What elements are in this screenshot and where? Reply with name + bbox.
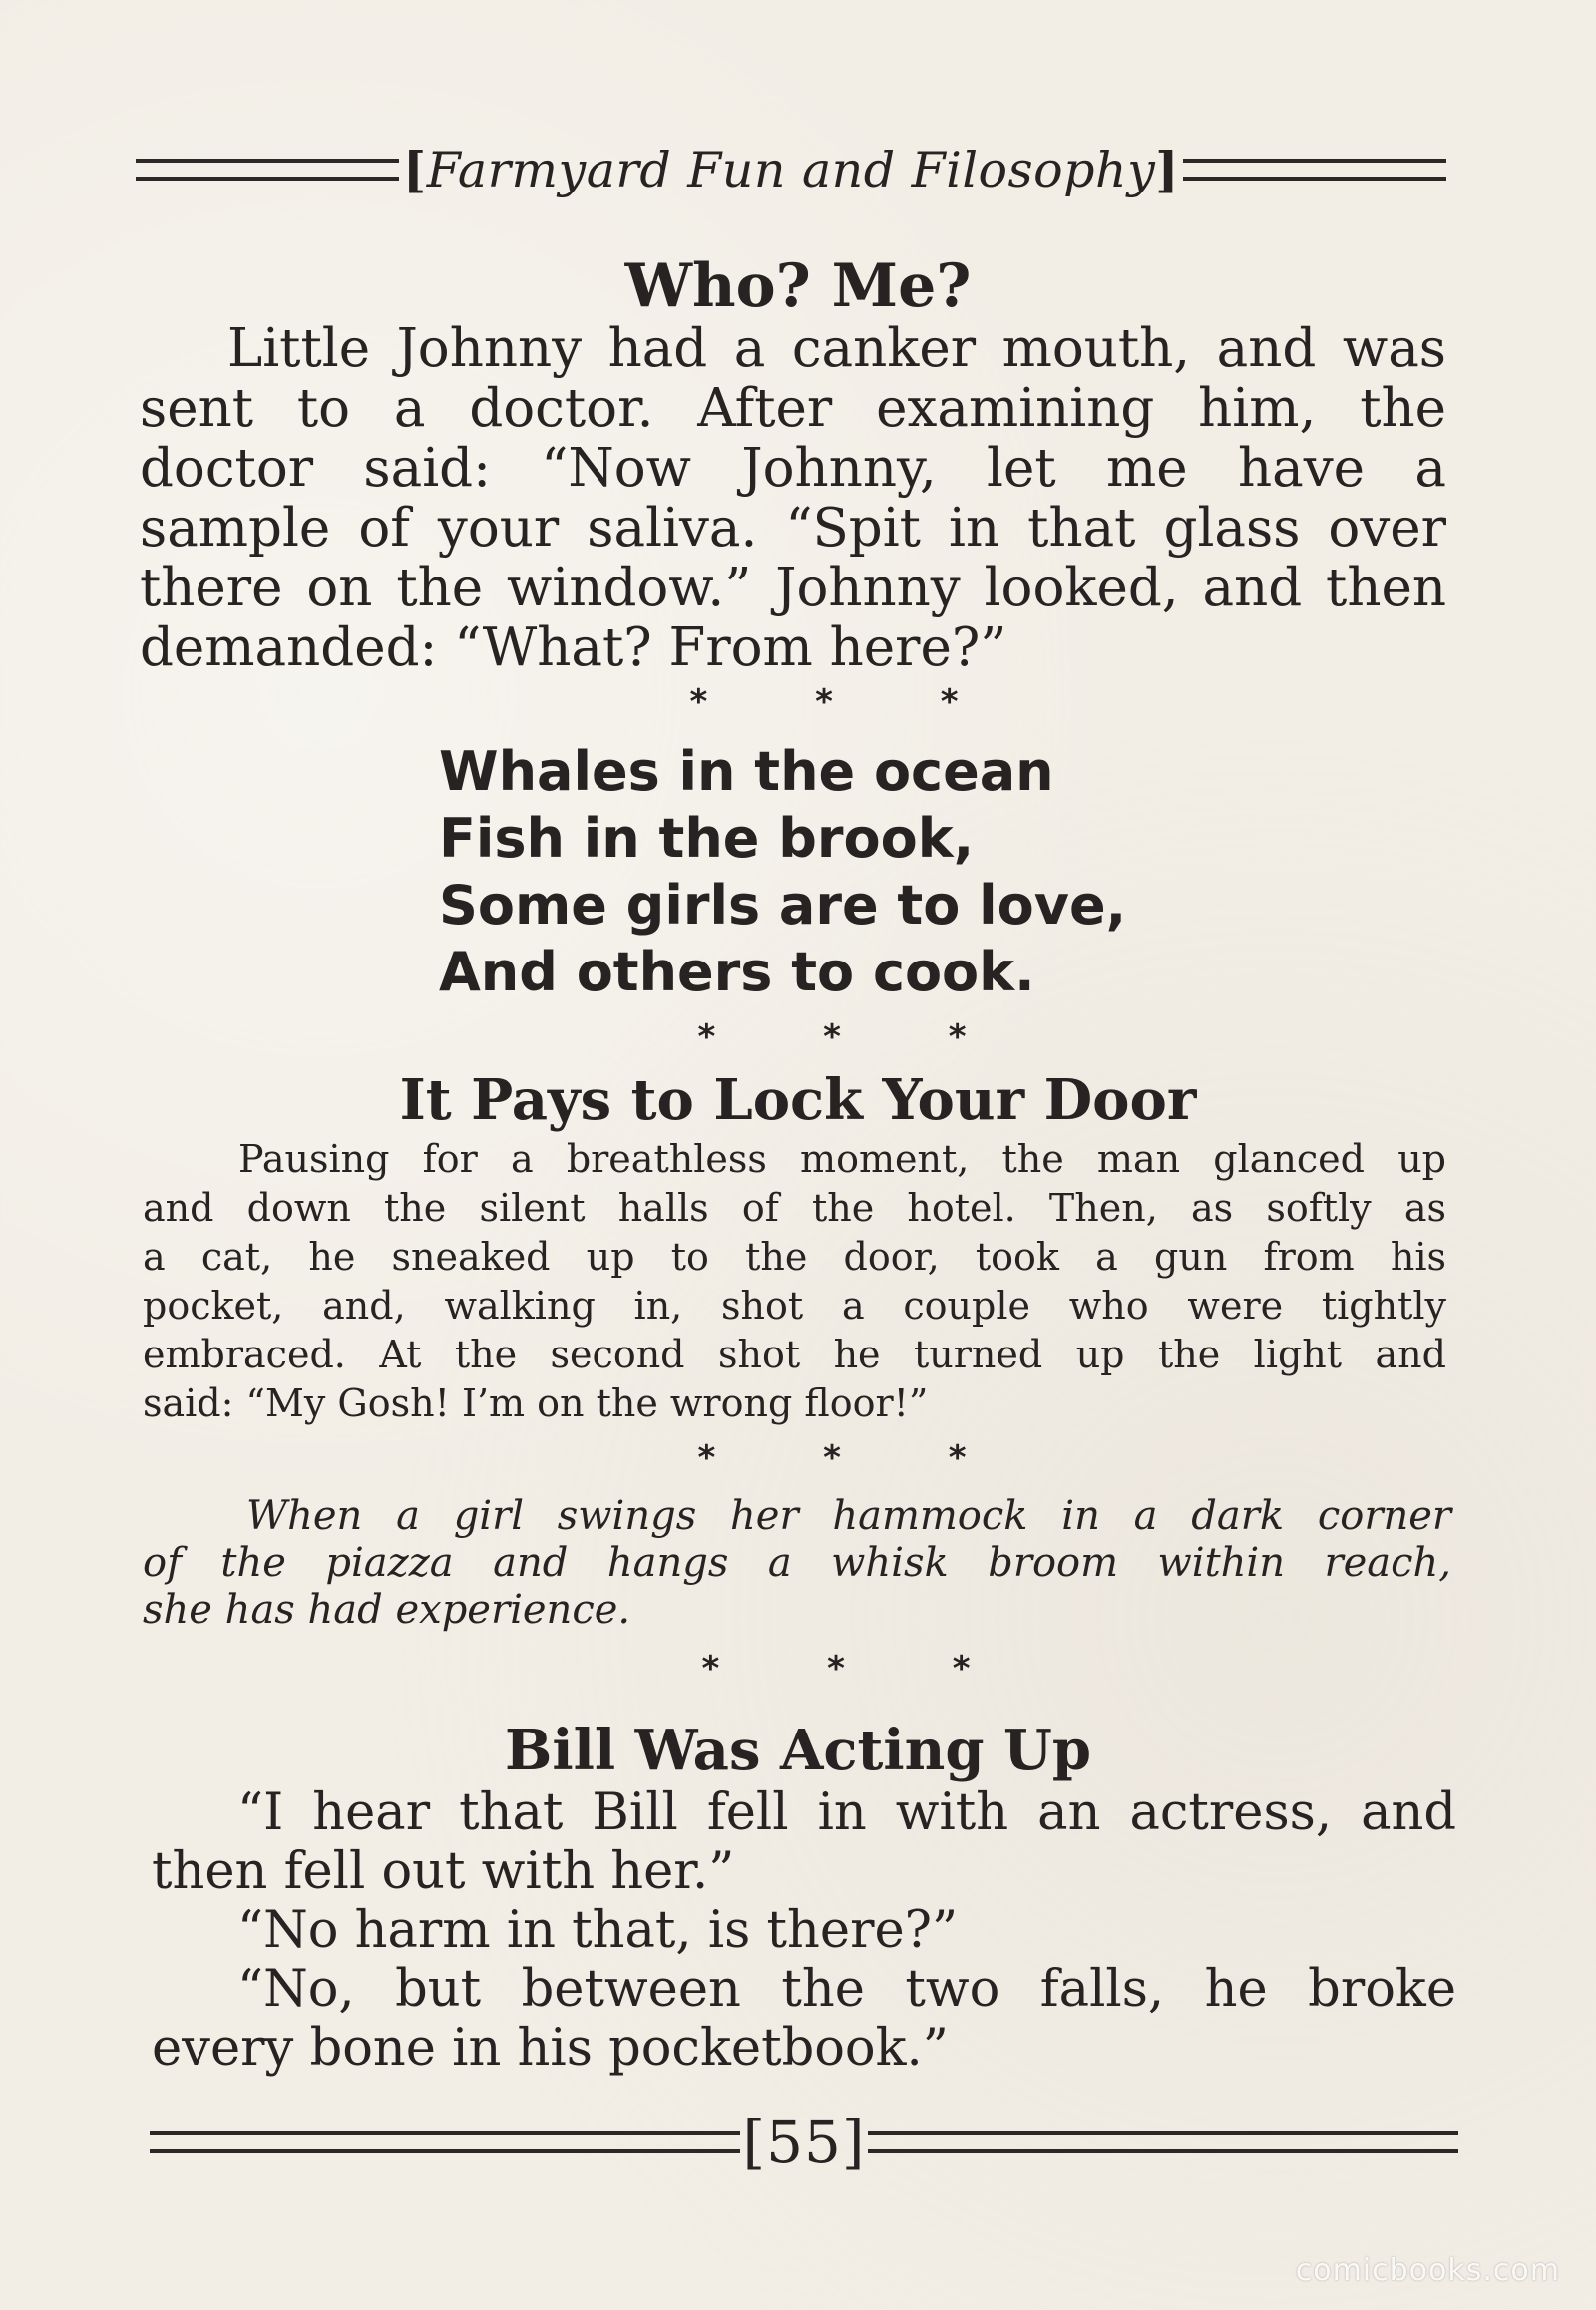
body-line: of the piazza and hangs a whisk broom within reach, bbox=[143, 1540, 1451, 1586]
body-line: and down the silent halls of the hotel. Then, as softly as bbox=[143, 1186, 1446, 1230]
separator-stars: * * * bbox=[697, 1438, 1014, 1478]
body-line: When a girl swings her hammock in a dark corner bbox=[246, 1493, 1451, 1539]
body-line: pocket, and, walking in, shot a couple who were tightly bbox=[143, 1284, 1446, 1328]
body-line: Little Johnny had a canker mouth, and was bbox=[227, 318, 1446, 379]
body-line: sample of your saliva. “Spit in that glass over bbox=[140, 498, 1446, 559]
running-header-title: Farmyard Fun and Filosophy bbox=[426, 142, 1156, 198]
separator-stars: * * * bbox=[689, 682, 1006, 722]
footer-rule-right bbox=[868, 2131, 1458, 2153]
body-line: sent to a doctor. After examining him, the bbox=[140, 378, 1446, 439]
body-line: said: “My Gosh! I’m on the wrong floor!” bbox=[143, 1381, 929, 1425]
footer-rule-left bbox=[150, 2131, 740, 2153]
poem-line: And others to cook. bbox=[439, 941, 1035, 1003]
body-line: demanded: “What? From here?” bbox=[140, 617, 1007, 678]
body-line: doctor said: “Now Johnny, let me have a bbox=[140, 438, 1446, 499]
watermark-text: comicbooks.com bbox=[1295, 2253, 1560, 2288]
running-header-text bbox=[399, 141, 1183, 198]
poem-line: Fish in the brook, bbox=[439, 807, 975, 870]
body-line: every bone in his pocketbook.” bbox=[152, 2019, 949, 2078]
body-line: there on the window.” Johnny looked, and then bbox=[140, 558, 1446, 618]
joke-title: Bill Was Acting Up bbox=[504, 1718, 1092, 1783]
header-rule-left bbox=[136, 159, 399, 181]
header-bracket-open: [ bbox=[403, 141, 427, 198]
joke-title: Who? Me? bbox=[624, 251, 972, 321]
body-line: then fell out with her.” bbox=[152, 1842, 735, 1901]
header-bracket-close: ] bbox=[1155, 141, 1179, 198]
joke-title: It Pays to Lock Your Door bbox=[399, 1067, 1197, 1133]
body-line: she has had experience. bbox=[143, 1587, 631, 1633]
poem-line: Some girls are to love, bbox=[439, 874, 1127, 937]
separator-stars: * * * bbox=[697, 1017, 1014, 1057]
body-line: “No harm in that, is there?” bbox=[237, 1901, 959, 1960]
poem-line: Whales in the ocean bbox=[439, 740, 1054, 803]
body-line: Pausing for a breathless moment, the man glanced up bbox=[238, 1137, 1446, 1181]
body-line: “I hear that Bill fell in with an actress, and bbox=[237, 1783, 1456, 1842]
running-header bbox=[136, 130, 1446, 209]
page-footer bbox=[150, 2103, 1458, 2182]
body-line: a cat, he sneaked up to the door, took a gun from his bbox=[143, 1235, 1446, 1279]
poem bbox=[439, 738, 1126, 1005]
header-rule-right bbox=[1183, 159, 1446, 181]
page-number: [55] bbox=[742, 2109, 866, 2176]
body-line: embraced. At the second shot he turned up the light and bbox=[143, 1333, 1446, 1376]
separator-stars: * * * bbox=[701, 1649, 1018, 1689]
body-line: “No, but between the two falls, he broke bbox=[237, 1960, 1456, 2019]
